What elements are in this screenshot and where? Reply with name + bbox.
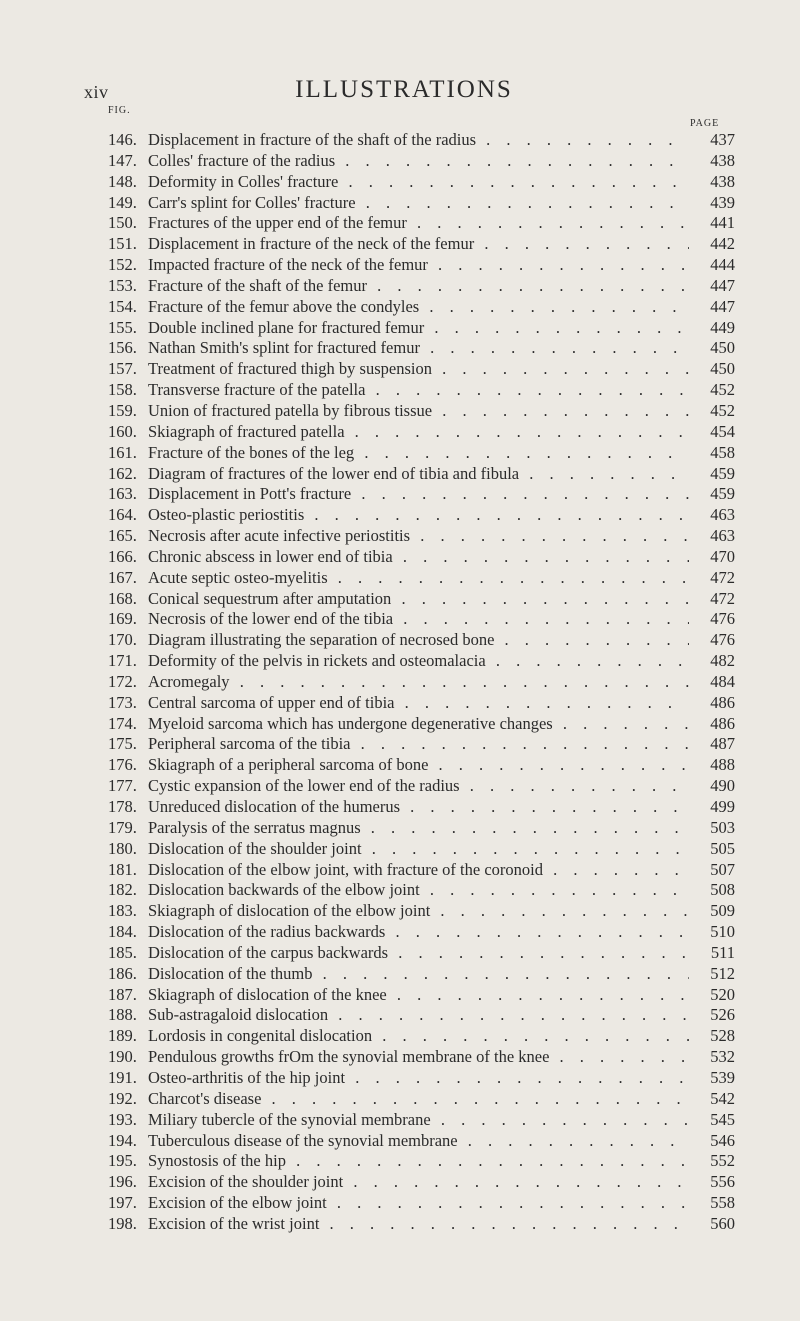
figure-number: 167. [108, 567, 137, 587]
figure-number: 164. [108, 505, 137, 525]
page-number: xiv [84, 82, 109, 102]
page-reference: 470 [710, 546, 735, 566]
list-item [108, 359, 735, 380]
page-reference: 508 [710, 880, 735, 900]
page-reference: 437 [710, 130, 735, 149]
figure-caption: Dislocation of the carpus backwards . . . [148, 943, 689, 964]
figure-caption: Pendulous growths frOm the synovial membrane of the knee . . . [148, 1047, 689, 1068]
list-item [108, 860, 735, 881]
list-item [108, 901, 735, 922]
list-item [108, 1047, 735, 1068]
list-item [108, 1214, 735, 1235]
list-item [108, 318, 735, 339]
page-reference: 472 [710, 567, 735, 587]
page-reference: 441 [710, 213, 735, 233]
figure-caption: Miliary tubercle of the synovial membrane . . . [148, 1110, 689, 1131]
figure-caption: Unreduced dislocation of the humerus . . . [148, 797, 689, 818]
page-reference: 512 [710, 963, 735, 983]
list-item [108, 922, 735, 943]
page-reference: 558 [710, 1193, 735, 1213]
figure-number: 163. [108, 484, 137, 504]
page-reference: 454 [710, 421, 735, 441]
figure-caption: Dislocation of the radius backwards . . . [148, 922, 689, 943]
page-title: ILLUSTRATIONS [295, 76, 513, 103]
figure-number: 177. [108, 776, 137, 796]
figure-caption: Dislocation of the thumb . . . [148, 964, 689, 985]
list-item [108, 1131, 735, 1152]
page-reference: 447 [710, 275, 735, 295]
page-reference: 438 [710, 150, 735, 170]
page-reference: 449 [710, 317, 735, 337]
figure-number: 178. [108, 797, 137, 816]
page-reference: 482 [710, 651, 735, 671]
list-item [108, 1151, 735, 1172]
figure-caption: Sub-astragaloid dislocation . . . [148, 1005, 689, 1026]
figure-caption: Myeloid sarcoma which has undergone degenerative changes . . . [148, 714, 689, 735]
figure-caption: Deformity in Colles' fracture . . . [148, 172, 689, 193]
list-item [108, 338, 735, 359]
fig-column-label: FIG. [108, 105, 131, 116]
figure-caption: Charcot's disease . . . [148, 1089, 689, 1110]
figure-caption: Skiagraph of a peripheral sarcoma of bone . . . [148, 755, 689, 776]
figure-caption: Fracture of the femur above the condyles . . . [148, 297, 689, 318]
page-reference: 450 [710, 338, 735, 358]
list-item [108, 1110, 735, 1131]
list-item [108, 672, 735, 693]
figure-number: 169. [108, 609, 137, 629]
figure-caption: Dislocation of the elbow joint, with fracture of the coronoid . . . [148, 860, 689, 881]
page-reference: 452 [710, 380, 735, 400]
list-item [108, 505, 735, 526]
figure-number: 189. [108, 1026, 137, 1046]
figure-number: 173. [108, 692, 137, 712]
list-item [108, 776, 735, 797]
figure-number: 187. [108, 984, 137, 1004]
list-item [108, 1193, 735, 1214]
list-item [108, 609, 735, 630]
page-reference: 505 [710, 838, 735, 858]
figure-caption: Acromegaly . . . [148, 672, 689, 693]
figure-number: 162. [108, 463, 137, 483]
figure-caption: Diagram of fractures of the lower end of tibia and fibula . . . [148, 464, 689, 485]
list-item [108, 1026, 735, 1047]
figure-number: 156. [108, 338, 137, 358]
page-header [84, 76, 724, 106]
figure-number: 186. [108, 963, 137, 983]
page-reference: 552 [710, 1151, 735, 1171]
page-column-label: PAGE [690, 118, 720, 129]
figure-number: 176. [108, 755, 137, 775]
page-reference: 507 [710, 859, 735, 879]
figure-caption: Carr's splint for Colles' fracture . . . [148, 193, 689, 214]
figure-caption: Synostosis of the hip . . . [148, 1151, 689, 1172]
page-reference: 490 [710, 776, 735, 796]
figure-number: 179. [108, 817, 137, 837]
figure-number: 155. [108, 317, 137, 337]
figure-caption: Transverse fracture of the patella . . . [148, 380, 689, 401]
list-item [108, 213, 735, 234]
page-reference: 463 [710, 505, 735, 525]
page-reference: 510 [710, 922, 735, 942]
page-reference: 438 [710, 171, 735, 191]
figure-caption: Skiagraph of dislocation of the elbow joint . . . [148, 901, 689, 922]
figure-number: 150. [108, 213, 137, 233]
figure-number: 166. [108, 546, 137, 566]
figure-caption: Displacement in fracture of the neck of the femur . . . [148, 234, 689, 255]
figure-number: 192. [108, 1088, 137, 1108]
list-item [108, 547, 735, 568]
figure-caption: Cystic expansion of the lower end of the radius . . . [148, 776, 689, 797]
figure-number: 180. [108, 838, 137, 858]
page-reference: 487 [710, 734, 735, 754]
figure-caption: Fracture of the shaft of the femur . . . [148, 276, 689, 297]
figure-caption: Paralysis of the serratus magnus . . . [148, 818, 689, 839]
figure-number: 197. [108, 1193, 137, 1213]
page-reference: 488 [710, 755, 735, 775]
list-item [108, 484, 735, 505]
figure-caption: Colles' fracture of the radius . . . [148, 151, 689, 172]
figure-number: 193. [108, 1109, 137, 1129]
list-item [108, 1172, 735, 1193]
figure-number: 158. [108, 380, 137, 400]
page-reference: 528 [710, 1026, 735, 1046]
page-reference: 452 [710, 400, 735, 420]
list-item [108, 714, 735, 735]
figure-caption: Displacement in fracture of the shaft of the radius . . . [148, 130, 689, 151]
figure-caption: Osteo-plastic periostitis . . . [148, 505, 689, 526]
page-reference: 444 [710, 255, 735, 275]
list-item [108, 693, 735, 714]
list-item [108, 964, 735, 985]
figure-caption: Deformity of the pelvis in rickets and osteomalacia . . . [148, 651, 689, 672]
figure-caption: Excision of the wrist joint . . . [148, 1214, 689, 1235]
figure-number: 185. [108, 942, 137, 962]
list-item [108, 985, 735, 1006]
page-reference: 509 [710, 901, 735, 921]
list-item [108, 422, 735, 443]
figure-caption: Conical sequestrum after amputation . . . [148, 589, 689, 610]
list-item [108, 1005, 735, 1026]
figure-number: 154. [108, 296, 137, 316]
figure-caption: Excision of the shoulder joint . . . [148, 1172, 689, 1193]
figure-number: 194. [108, 1130, 137, 1150]
figure-caption: Excision of the elbow joint . . . [148, 1193, 689, 1214]
page-reference: 458 [710, 442, 735, 462]
page-reference: 546 [710, 1130, 735, 1150]
figure-number: 170. [108, 630, 137, 650]
page-reference: 539 [710, 1067, 735, 1087]
figure-caption: Necrosis of the lower end of the tibia . . . [148, 609, 689, 630]
page-reference: 439 [710, 192, 735, 212]
list-item [108, 380, 735, 401]
figure-number: 195. [108, 1151, 137, 1171]
figure-number: 172. [108, 671, 137, 691]
page-reference: 476 [710, 609, 735, 629]
figure-number: 181. [108, 859, 137, 879]
list-item [108, 526, 735, 547]
figure-caption: Diagram illustrating the separation of necrosed bone . . . [148, 630, 689, 651]
list-item [108, 464, 735, 485]
page-reference: 542 [710, 1088, 735, 1108]
figure-number: 148. [108, 171, 137, 191]
page-reference: 472 [710, 588, 735, 608]
list-item [108, 734, 735, 755]
figure-caption: Impacted fracture of the neck of the femur . . . [148, 255, 689, 276]
figure-caption: Dislocation backwards of the elbow joint . . . [148, 880, 689, 901]
figure-caption: Double inclined plane for fractured femur . . . [148, 318, 689, 339]
list-item [108, 193, 735, 214]
list-item [108, 443, 735, 464]
list-item [108, 1089, 735, 1110]
page-reference: 520 [710, 984, 735, 1004]
page-reference: 459 [710, 463, 735, 483]
list-item [108, 151, 735, 172]
list-item [108, 943, 735, 964]
list-item [108, 651, 735, 672]
page-reference: 447 [710, 296, 735, 316]
figure-caption: Skiagraph of dislocation of the knee . . . [148, 985, 689, 1006]
page-reference: 484 [710, 671, 735, 691]
list-item [108, 1068, 735, 1089]
list-item [108, 630, 735, 651]
list-item [108, 297, 735, 318]
figure-number: 168. [108, 588, 137, 608]
page-reference: 486 [710, 692, 735, 712]
list-item [108, 818, 735, 839]
figure-number: 147. [108, 150, 137, 170]
figure-number: 157. [108, 359, 137, 379]
figure-number: 165. [108, 526, 137, 546]
page-reference: 545 [710, 1109, 735, 1129]
figure-caption: Lordosis in congenital dislocation . . . [148, 1026, 689, 1047]
figure-number: 184. [108, 922, 137, 942]
figure-number: 159. [108, 400, 137, 420]
list-item [108, 401, 735, 422]
illustrations-list [108, 130, 735, 1235]
figure-caption: Skiagraph of fractured patella . . . [148, 422, 689, 443]
list-item [108, 880, 735, 901]
list-item [108, 255, 735, 276]
list-item [108, 589, 735, 610]
figure-caption: Osteo-arthritis of the hip joint . . . [148, 1068, 689, 1089]
figure-caption: Dislocation of the shoulder joint . . . [148, 839, 689, 860]
figure-number: 151. [108, 234, 137, 254]
list-item [108, 172, 735, 193]
list-item [108, 130, 735, 151]
figure-caption: Central sarcoma of upper end of tibia . . . [148, 693, 689, 714]
figure-number: 161. [108, 442, 137, 462]
figure-number: 171. [108, 651, 137, 671]
figure-number: 182. [108, 880, 137, 900]
figure-caption: Acute septic osteo-myelitis . . . [148, 568, 689, 589]
figure-number: 188. [108, 1005, 137, 1025]
figure-caption: Fractures of the upper end of the femur . . . [148, 213, 689, 234]
figure-caption: Peripheral sarcoma of the tibia . . . [148, 734, 689, 755]
page-reference: 450 [710, 359, 735, 379]
figure-number: 174. [108, 713, 137, 733]
page-reference: 476 [710, 630, 735, 650]
list-item [108, 568, 735, 589]
list-item [108, 276, 735, 297]
page-reference: 499 [710, 797, 735, 816]
figure-caption: Union of fractured patella by fibrous tissue . . . [148, 401, 689, 422]
figure-caption: Nathan Smith's splint for fractured femur . . . [148, 338, 689, 359]
list-item [108, 797, 735, 818]
list-item [108, 755, 735, 776]
list-item [108, 839, 735, 860]
page-reference: 532 [710, 1047, 735, 1067]
figure-caption: Treatment of fractured thigh by suspension . . . [148, 359, 689, 380]
figure-caption: Necrosis after acute infective periostitis . . . [148, 526, 689, 547]
figure-number: 198. [108, 1213, 137, 1233]
page-reference: 526 [710, 1005, 735, 1025]
page-reference: 511 [710, 942, 735, 962]
figure-number: 153. [108, 275, 137, 295]
figure-caption: Displacement in Pott's fracture . . . [148, 484, 689, 505]
figure-number: 196. [108, 1172, 137, 1192]
figure-number: 183. [108, 901, 137, 921]
figure-number: 146. [108, 130, 137, 149]
page-reference: 463 [710, 526, 735, 546]
page-reference: 503 [710, 817, 735, 837]
figure-number: 191. [108, 1067, 137, 1087]
figure-caption: Fracture of the bones of the leg . . . [148, 443, 689, 464]
page-reference: 486 [710, 713, 735, 733]
page-reference: 556 [710, 1172, 735, 1192]
list-item [108, 234, 735, 255]
page-reference: 560 [710, 1213, 735, 1233]
figure-number: 175. [108, 734, 137, 754]
figure-number: 160. [108, 421, 137, 441]
figure-caption: Chronic abscess in lower end of tibia . . . [148, 547, 689, 568]
figure-number: 190. [108, 1047, 137, 1067]
page-reference: 459 [710, 484, 735, 504]
figure-number: 152. [108, 255, 137, 275]
figure-caption: Tuberculous disease of the synovial membrane . . . [148, 1131, 689, 1152]
figure-number: 149. [108, 192, 137, 212]
page-reference: 442 [710, 234, 735, 254]
